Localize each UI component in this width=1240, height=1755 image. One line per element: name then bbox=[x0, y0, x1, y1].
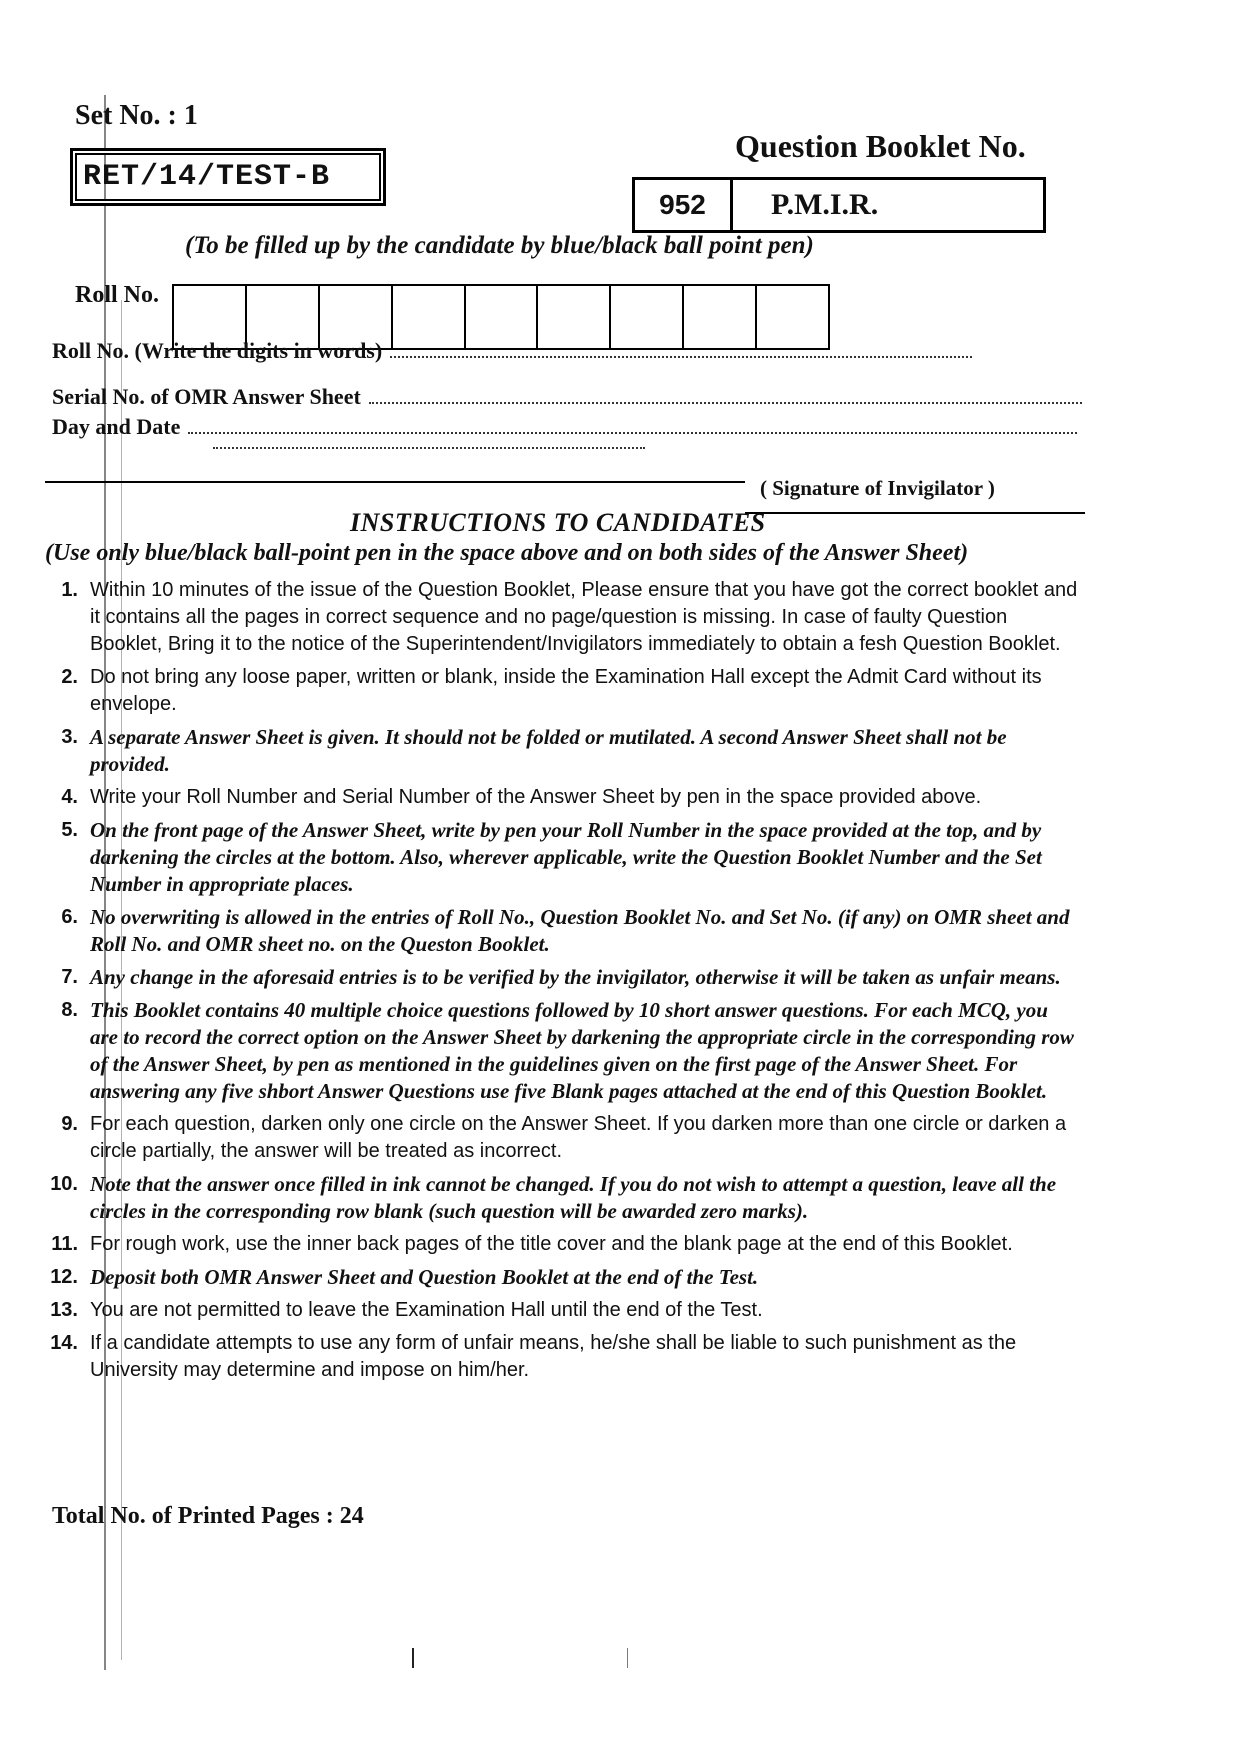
instruction-number: 12. bbox=[50, 1266, 78, 1288]
instruction-number: 7. bbox=[61, 966, 78, 988]
instruction-text: Write your Roll Number and Serial Number of the Answer Sheet by pen in the space provided above. bbox=[90, 786, 982, 808]
instruction-text: For each question, darken only one circle on the Answer Sheet. If you darken more than one circle or darken a circle partially, the answer will be treated as incorrect. bbox=[90, 1113, 1067, 1162]
omr-serial-blank[interactable] bbox=[369, 401, 1082, 404]
day-date-label: Day and Date bbox=[52, 414, 181, 439]
instruction-number: 6. bbox=[61, 906, 78, 928]
omr-serial-label: Serial No. of OMR Answer Sheet bbox=[52, 384, 361, 409]
instruction-number: 13. bbox=[50, 1299, 78, 1321]
instruction-text: Within 10 minutes of the issue of the Question Booklet, Please ensure that you have got the correct booklet and it contains all the pages in correct sequence and no page/question is missing. In case of faulty Question Booklet, Bring it to the notice of the Superintendent/Invigilators immediately to obtain a fesh Question Booklet. bbox=[90, 579, 1078, 655]
instruction-number: 10. bbox=[50, 1173, 78, 1195]
instruction-text: Deposit both OMR Answer Sheet and Question Booklet at the end of the Test. bbox=[90, 1265, 759, 1289]
instruction-number: 4. bbox=[61, 786, 78, 808]
instruction-item bbox=[20, 1171, 1080, 1225]
instruction-number: 14. bbox=[50, 1332, 78, 1354]
instruction-number: 2. bbox=[61, 666, 78, 688]
roll-no-label: Roll No. bbox=[75, 282, 159, 308]
instruction-item bbox=[20, 1297, 1080, 1324]
instruction-text: On the front page of the Answer Sheet, write by pen your Roll Number in the space provided at the top, and by darkening the circles at the bottom. Also, wherever applicable, write the Question Booklet Number and the Set Number in appropriate places. bbox=[90, 818, 1042, 896]
instruction-item bbox=[20, 997, 1080, 1105]
set-number: Set No. : 1 bbox=[75, 100, 198, 131]
question-booklet-box bbox=[632, 177, 1046, 233]
subject-code: P.M.I.R. bbox=[771, 188, 879, 221]
exam-code-box: RET/14/TEST-B bbox=[70, 148, 386, 206]
instruction-item bbox=[20, 724, 1080, 778]
signature-rule bbox=[45, 481, 745, 483]
roll-words-label: Roll No. (Write the digits in words) bbox=[52, 338, 383, 363]
instruction-text: This Booklet contains 40 multiple choice questions followed by 10 short answer questions. For each MCQ, you are to record the correct option on the Answer Sheet by darkening the appropriate circle in the corresponding row of the Answer Sheet, by pen as mentioned in the guidelines given on the first page of the Answer Sheet. For answering any five shbort Answer Questions use five Blank pages attached at the end of this Question Booklet. bbox=[90, 998, 1074, 1103]
instruction-number: 3. bbox=[61, 726, 78, 748]
instruction-item bbox=[20, 577, 1080, 658]
total-printed-pages: Total No. of Printed Pages : 24 bbox=[52, 1503, 364, 1529]
instructions-subtitle: (Use only blue/black ball-point pen in the space above and on both sides of the Answer Sheet) bbox=[45, 540, 969, 566]
instruction-text: Note that the answer once filled in ink cannot be changed. If you do not wish to attempt a question, leave all the circles in the corresponding row blank (such question will be awarded zero marks). bbox=[90, 1172, 1057, 1223]
day-date-field bbox=[52, 414, 1077, 440]
page-mark bbox=[412, 1648, 414, 1668]
instruction-number: 5. bbox=[61, 819, 78, 841]
instruction-text: Do not bring any loose paper, written or blank, inside the Examination Hall except the Admit Card without its envelope. bbox=[90, 666, 1042, 715]
instruction-text: A separate Answer Sheet is given. It should not be folded or mutilated. A second Answer Sheet shall not be provided. bbox=[90, 725, 1007, 776]
booklet-number: 952 bbox=[635, 180, 733, 230]
instruction-item bbox=[20, 964, 1080, 991]
instruction-item bbox=[20, 1264, 1080, 1291]
roll-words-field bbox=[52, 338, 972, 364]
roll-words-blank[interactable] bbox=[390, 355, 972, 358]
instruction-text: Any change in the aforesaid entries is to be verified by the invigilator, otherwise it will be taken as unfair means. bbox=[90, 965, 1061, 989]
page-mark bbox=[627, 1648, 628, 1668]
instruction-item bbox=[20, 664, 1080, 718]
section-divider bbox=[745, 512, 1085, 514]
instruction-number: 8. bbox=[61, 999, 78, 1021]
question-booklet-label: Question Booklet No. bbox=[735, 128, 1026, 164]
instruction-item bbox=[20, 784, 1080, 811]
instruction-item bbox=[20, 1111, 1080, 1165]
fill-instruction-note: (To be filled up by the candidate by blue/black ball point pen) bbox=[185, 232, 814, 259]
instruction-item bbox=[20, 817, 1080, 898]
instruction-item bbox=[20, 1231, 1080, 1258]
instruction-text: No overwriting is allowed in the entries of Roll No., Question Booklet No. and Set No. (if any) on OMR sheet and Roll No. and OMR sheet no. on the Queston Booklet. bbox=[90, 905, 1070, 956]
instruction-number: 11. bbox=[51, 1233, 78, 1255]
invigilator-signature-label: ( Signature of Invigilator ) bbox=[760, 476, 995, 500]
day-date-blank[interactable] bbox=[188, 431, 1077, 434]
day-date-blank-line-2[interactable] bbox=[213, 446, 645, 449]
instructions-title: INSTRUCTIONS TO CANDIDATES bbox=[350, 508, 766, 537]
instruction-item bbox=[20, 904, 1080, 958]
instruction-text: If a candidate attempts to use any form of unfair means, he/she shall be liable to such punishment as the University may determine and impose on him/her. bbox=[90, 1332, 1017, 1381]
instruction-number: 1. bbox=[61, 579, 78, 601]
instructions-list bbox=[20, 577, 1080, 1390]
instruction-text: For rough work, use the inner back pages of the title cover and the blank page at the end of this Booklet. bbox=[90, 1233, 1013, 1255]
instruction-item bbox=[20, 1330, 1080, 1384]
instruction-text: You are not permitted to leave the Examination Hall until the end of the Test. bbox=[90, 1299, 763, 1321]
instruction-number: 9. bbox=[61, 1113, 78, 1135]
omr-serial-field bbox=[52, 384, 1082, 410]
